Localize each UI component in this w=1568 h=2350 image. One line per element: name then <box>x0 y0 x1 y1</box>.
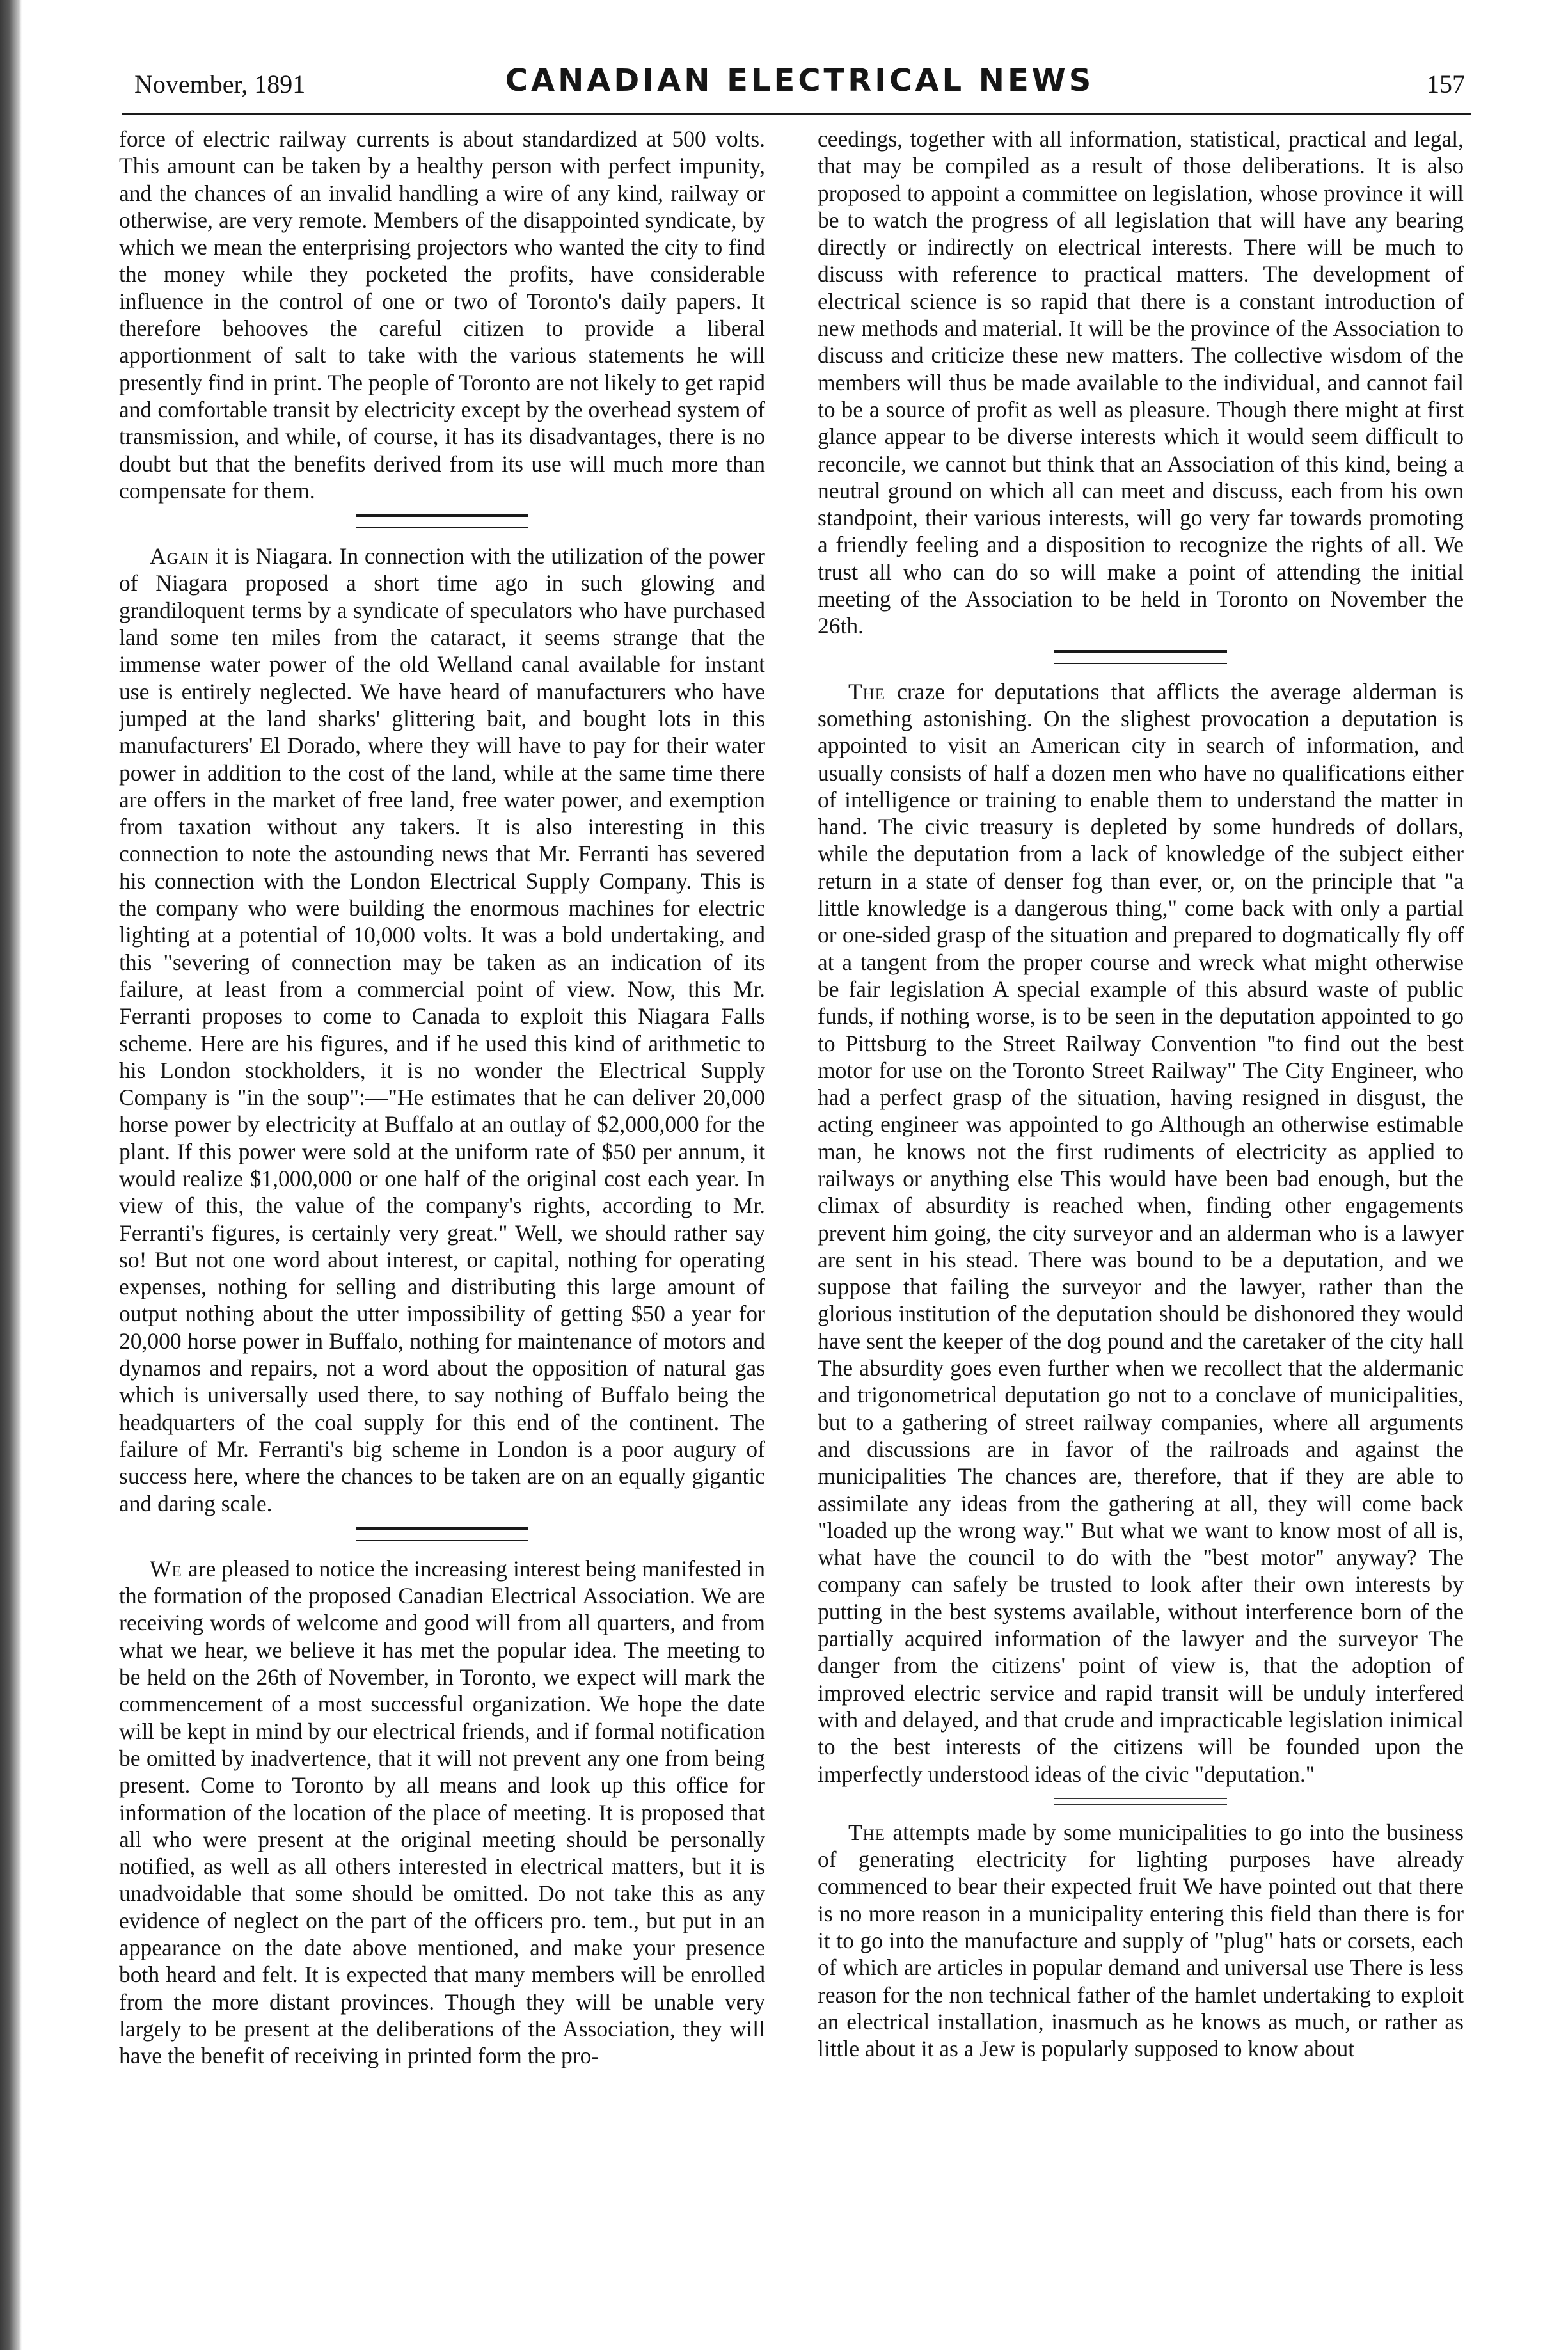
section-divider <box>356 1527 528 1541</box>
lead-word: Again <box>150 543 210 569</box>
paragraph-text: it is Niagara. In connection with the utilization of the power of Niagara proposed a short time ago in such glowing and grandiloquent terms by a syndicate of speculators who have purchased land some ten miles from the cataract, it seems strange that the immense water power of the old Welland canal available for instant use is entirely neglected. We have heard of manufacturers who have jumped at the land sharks' glittering bait, and bought lots in this manufacturers' El Dorado, where they will have to pay for their water power in addition to the cost of the land, while at the same time there are offers in the market of free land, free water power, and exemption from taxation without any takers. It is also interesting in this connection to note the astounding news that Mr. Ferranti has severed his connection with the London Electrical Supply Company. This is the company who were building the enormous machines for electric lighting at a potential of 10,000 volts. It was a bold undertaking, and this "severing of connection may be taken as an indication of its failure, at least from a commercial point of view. Now, this Mr. Ferranti proposes to come to Canada to exploit this Niagara Falls scheme. Here are his figures, and if he used this kind of arithmetic to his London stockholders, it is no wonder the Electrical Supply Company is "in the soup":—"He estimates that he can deliver 20,000 horse power by electricity at Buffalo at an outlay of $2,000,000 for the plant. If this power were sold at the uniform rate of $50 per annum, it would realize $1,000,000 or one half of the original cost each year. In view of this, the value of the company's rights, according to Mr. Ferranti's figures, is certainly very great." Well, we should rather say so! But not one word about interest, or capital, nothing for operating expenses, nothing for selling and distributing this large amount of output nothing about the utter impossibility of getting $50 a year for 20,000 horse power in Buffalo, nothing for maintenance of motors and dynamos and repairs, not a word about the opposition of natural gas which is universally used there, to say nothing of Buffalo being the headquarters of the coal supply for this end of the continent. The failure of Mr. Ferranti's big scheme in London is a poor augury of success here, where the chances to be taken are on an equally gigantic and daring scale. <box>119 543 765 1516</box>
paragraph-municipal-lighting <box>818 1819 1464 2063</box>
paragraph-association-continued: ceedings, together with all information, statistical, practical and legal, that may be compiled as a result of those deliberations. It is also proposed to appoint a committee on legislation, whose province it will be to watch the progress of all legislation that will have any bearing directly or indirectly on electrical interests. There will be much to discuss with reference to practical matters. The development of electrical science is so rapid that there is a constant introduction of new methods and material. It will be the province of the Association to discuss and criticize these new matters. The collective wisdom of the members will thus be made available to the individual, and cannot fail to be a source of profit as well as pleasure. Though there might at first glance appear to be diverse interests which it would seem difficult to reconcile, we cannot but think that an Association of this kind, being a neutral ground on which all can meet and discuss, each from his own standpoint, their various interests, will go very far towards promoting a friendly feeling and a disposition to recognize the rights of all. We trust all who can do so will make a point of attending the initial meeting of the Association to be held in Toronto on November the 26th. <box>818 126 1464 639</box>
running-header <box>134 61 1465 106</box>
issue-date: November, 1891 <box>134 70 306 99</box>
section-divider <box>1054 1798 1227 1805</box>
paragraph-text: craze for deputations that afflicts the average alderman is something astonishing. On the slighest provocation a deputation is appointed to visit an American city in search of information, and usually consists of half a dozen men who have no qualifications either of intelligence or training to enable them to understand the matter in hand. The civic treasury is depleted by some hundreds of dollars, while the deputation from a lack of knowledge of the subject either return in a state of denser fog than ever, or, on the principle that "a little knowledge is a dangerous thing," come back with only a partial or one-sided grasp of the situation and prepared to dogmatically fly off at a tangent from the proper course and wreck what might otherwise be fair legislation A special example of this absurd waste of public funds, if nothing worse, is to be seen in the deputation appointed to go to Pittsburg to the Street Railway Convention "to find out the best motor for use on the Toronto Street Railway" The City Engineer, who had a perfect grasp of the situation, having resigned in disgust, the acting engineer was appointed to go Although an otherwise estimable man, he knows not the first rudiments of electricity as applied to railways or anything else This would have been bad enough, but the climax of absurdity is reached when, finding other engagements prevent him going, the city surveyor and an alderman who is a lawyer are sent in his stead. There was bound to be a deputation, and we suppose that failing the surveyor and the lawyer, rather than the glorious institution of the deputation should be dishonored they would have sent the keeper of the dog pound and the caretaker of the city hall The absurdity goes even further when we recollect that the aldermanic and trigonometrical deputation go not to a conclave of municipalities, but to a gathering of street railway companies, where all arguments and discussions are in favor of the railroads and against the municipalities The chances are, therefore, that if they are able to assimilate any ideas from the gathering at all, they will come back "loaded up the wrong way." But what we want to know most of all is, what have the council to do with the "best motor" anyway? The company can safely be trusted to look after their own interests by putting in the best systems available, without interference born of the partially acquired information of the lawyer and the surveyor The danger from the citizens' point of view is, that the adoption of improved electric service and rapid transit will be unduly interfered with and delayed, and that crude and impracticable legislation inimical to the best interests of the citizens will be founded upon the imperfectly understood ideas of the civic "deputation." <box>818 678 1464 1787</box>
section-divider <box>356 514 528 528</box>
right-column <box>818 125 1464 2326</box>
paragraph-deputations <box>818 678 1464 1788</box>
journal-title: CANADIAN ELECTRICAL NEWS <box>505 63 1095 99</box>
page-binding-edge <box>0 0 22 2350</box>
paragraph-text: are pleased to notice the increasing interest being manifested in the formation of the proposed Canadian Electrical Association. We are receiving words of welcome and good will from all quarters, and from what we hear, we believe it has met the popular idea. The meeting to be held on the 26th of November, in Toronto, we expect will mark the commencement of a most successful organization. We hope the date will be kept in mind by our electrical friends, and if formal notification be omitted by inadvertence, that it will not prevent any one from being present. Come to Toronto by all means and look up this office for information of the location of the place of meeting. It is proposed that all who were present at the original meeting should be personally notified, as well as all others interested in electrical matters, but it is unadvoidable that some should be omitted. Do not take this as any evidence of neglect on the part of the officers pro. tem., but put in an appearance on the date above mentioned, and make your presence both heard and felt. It is expected that many members will be enrolled from the more distant provinces. Though they will be unable very largely to be present at the deliberations of the Association, they will have the benefit of receiving in printed form the pro- <box>119 1555 765 2069</box>
paragraph-association <box>119 1555 765 2070</box>
lead-word: We <box>150 1555 182 1582</box>
page-number: 157 <box>1427 70 1465 99</box>
header-rule <box>122 113 1471 115</box>
section-divider <box>1054 650 1227 664</box>
left-column <box>119 125 765 2326</box>
paragraph-niagara <box>119 543 765 1517</box>
lead-word: The <box>848 1819 886 1845</box>
paragraph-railway-currents: force of electric railway currents is about standardized at 500 volts. This amount can be taken by a healthy person with perfect impunity, and the chances of an invalid handling a wire of any kind, railway or otherwise, are very remote. Members of the disappointed syndicate, by which we mean the enterprising projectors who wanted the city to find the money while they pocketed the profits, have considerable influence in the control of one or two of Toronto's daily papers. It therefore behooves the careful citizen to provide a liberal apportionment of salt to take with the various statements he will presently find in print. The people of Toronto are not likely to get rapid and comfortable transit by electricity except by the overhead system of transmission, and while, of course, it has its disadvantages, there is no doubt but that the benefits derived from its use will much more than compensate for them. <box>119 126 765 504</box>
lead-word: The <box>848 678 886 704</box>
paragraph-text: attempts made by some municipalities to go into the business of generating electricity for lighting purposes have already commenced to bear their expected fruit We have pointed out that there is no more reason in a municipality entering this field than there is for it to go into the manufacture and supply of "plug" hats or corsets, each of which are articles in popular demand and universal use There is less reason for the non technical father of the hamlet undertaking to exploit an electrical installation, inasmuch as he knows as much, or rather as little about it as a Jew is popularly supposed to know about <box>818 1819 1464 2062</box>
